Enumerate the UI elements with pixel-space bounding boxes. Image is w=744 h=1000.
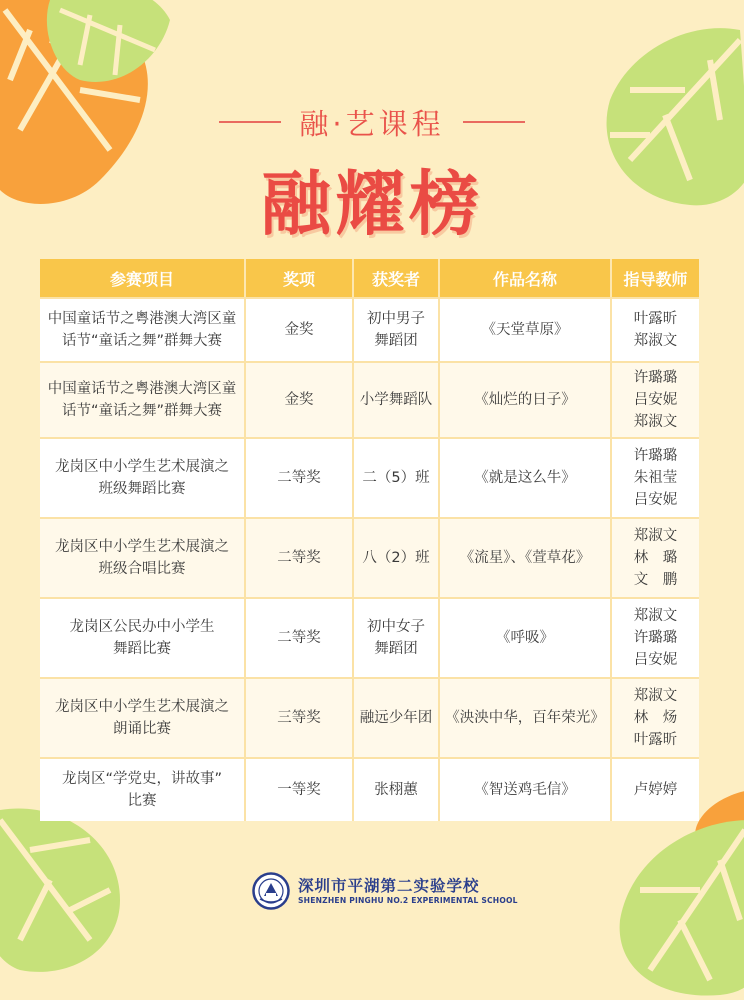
cell-teachers-line: 许璐璐 [633, 630, 678, 646]
cell-work: 《天堂草原》 [440, 297, 612, 361]
cell-project-line: 龙岗区“学党史，讲故事” [61, 771, 223, 787]
cell-award: 二等奖 [246, 517, 354, 597]
cell-teachers-line: 郑淑文 [633, 608, 678, 624]
cell-project-line: 班级舞蹈比赛 [98, 481, 186, 497]
cell-project-line: 话节“童话之舞”群舞大赛 [61, 333, 223, 349]
cell-work: 《灿烂的日子》 [440, 361, 612, 437]
cell-teachers-line: 林 璐 [633, 550, 678, 566]
cell-teachers-line: 叶露昕 [633, 732, 678, 748]
table-header-row [40, 259, 699, 297]
cell-winner-line: 初中男子 [367, 311, 425, 327]
cell-project-line: 龙岗区中小学生艺术展演之 [55, 459, 229, 475]
table-row [40, 297, 699, 361]
cell-award: 金奖 [246, 297, 354, 361]
school-name-chinese: 深圳市平湖第二实验学校 [298, 876, 480, 895]
cell-project [40, 361, 246, 437]
cell-teachers-line: 郑淑文 [633, 333, 678, 349]
cell-award: 二等奖 [246, 597, 354, 677]
cell-project-line: 班级合唱比赛 [98, 561, 186, 577]
cell-winner [354, 757, 440, 821]
cell-project [40, 597, 246, 677]
cell-project-line: 朗诵比赛 [113, 721, 171, 737]
cell-teachers-line: 卢婷婷 [633, 782, 678, 798]
table-row [40, 437, 699, 517]
cell-winner [354, 677, 440, 757]
cell-project-line: 龙岗区公民办中小学生 [69, 619, 215, 635]
cell-project [40, 437, 246, 517]
cell-project-line: 中国童话节之粤港澳大湾区童 [47, 381, 237, 397]
cell-teachers-line: 许璐璐 [633, 370, 678, 386]
cell-winner-line: 小学舞蹈队 [359, 392, 433, 408]
cell-winner-line: 八（2）班 [362, 550, 430, 566]
cell-teachers-line: 许璐璐 [633, 448, 678, 464]
table-row [40, 517, 699, 597]
page-title: 融耀榜 [261, 163, 483, 245]
table-row [40, 677, 699, 757]
column-header-winner: 获奖者 [354, 259, 440, 297]
cell-work: 《智送鸡毛信》 [440, 757, 612, 821]
cell-teachers [612, 597, 699, 677]
cell-teachers [612, 517, 699, 597]
cell-project [40, 757, 246, 821]
cell-project-line: 龙岗区中小学生艺术展演之 [55, 699, 229, 715]
cell-winner [354, 297, 440, 361]
column-header-work: 作品名称 [440, 259, 612, 297]
cell-project-line: 中国童话节之粤港澳大湾区童 [47, 311, 237, 327]
cell-winner-line: 二（5）班 [362, 470, 430, 486]
cell-teachers-line: 吕安妮 [633, 652, 678, 668]
page-subtitle: 融·艺课程 [299, 106, 445, 141]
cell-winner-line: 舞蹈团 [374, 333, 418, 349]
cell-teachers-line: 郑淑文 [633, 414, 678, 430]
cell-project [40, 297, 246, 361]
cell-teachers-line: 文 鹏 [633, 572, 678, 588]
cell-work: 《泱泱中华，百年荣光》 [440, 677, 612, 757]
cell-teachers [612, 297, 699, 361]
cell-teachers-line: 林 炀 [633, 710, 678, 726]
cell-teachers [612, 437, 699, 517]
column-header-award: 奖项 [246, 259, 354, 297]
column-header-teachers: 指导教师 [612, 259, 699, 297]
cell-winner-line: 张栩蕙 [374, 782, 418, 798]
cell-winner [354, 437, 440, 517]
cell-project-line: 话节“童话之舞”群舞大赛 [61, 403, 223, 419]
school-name-english: SHENZHEN PINGHU NO.2 EXPERIMENTAL SCHOOL [298, 895, 518, 905]
cell-winner [354, 517, 440, 597]
cell-project [40, 677, 246, 757]
cell-project-line: 龙岗区中小学生艺术展演之 [55, 539, 229, 555]
cell-award: 金奖 [246, 361, 354, 437]
cell-project [40, 517, 246, 597]
table-row [40, 597, 699, 677]
cell-winner-line: 融远少年团 [359, 710, 433, 726]
cell-winner-line: 初中女子 [367, 619, 425, 635]
column-header-project: 参赛项目 [40, 259, 246, 297]
cell-teachers-line: 吕安妮 [633, 492, 678, 508]
cell-winner [354, 597, 440, 677]
cell-award: 三等奖 [246, 677, 354, 757]
green-leaf-bottom-left-icon [0, 800, 130, 980]
school-emblem-icon [252, 872, 290, 910]
cell-teachers-line: 吕安妮 [633, 392, 678, 408]
subtitle-rule-left [219, 121, 281, 123]
awards-table [40, 259, 699, 821]
cell-project-line: 舞蹈比赛 [113, 641, 171, 657]
cell-teachers [612, 677, 699, 757]
green-leaf-top-left-icon [40, 0, 180, 110]
green-leaf-bottom-right-icon [610, 810, 744, 1000]
subtitle-row [0, 100, 744, 144]
cell-teachers [612, 361, 699, 437]
cell-work: 《就是这么牛》 [440, 437, 612, 517]
cell-project-line: 比赛 [127, 793, 157, 809]
awards-table-body [40, 297, 699, 821]
cell-work: 《呼吸》 [440, 597, 612, 677]
cell-teachers [612, 757, 699, 821]
cell-teachers-line: 叶露昕 [633, 311, 678, 327]
cell-teachers-line: 郑淑文 [633, 528, 678, 544]
cell-winner [354, 361, 440, 437]
cell-award: 一等奖 [246, 757, 354, 821]
cell-teachers-line: 郑淑文 [633, 688, 678, 704]
subtitle-rule-right [463, 121, 525, 123]
table-row [40, 757, 699, 821]
school-logo [252, 872, 518, 910]
cell-award: 二等奖 [246, 437, 354, 517]
cell-teachers-line: 朱祖莹 [633, 470, 678, 486]
cell-work: 《流星》、《萱草花》 [440, 517, 612, 597]
table-row [40, 361, 699, 437]
cell-winner-line: 舞蹈团 [374, 641, 418, 657]
